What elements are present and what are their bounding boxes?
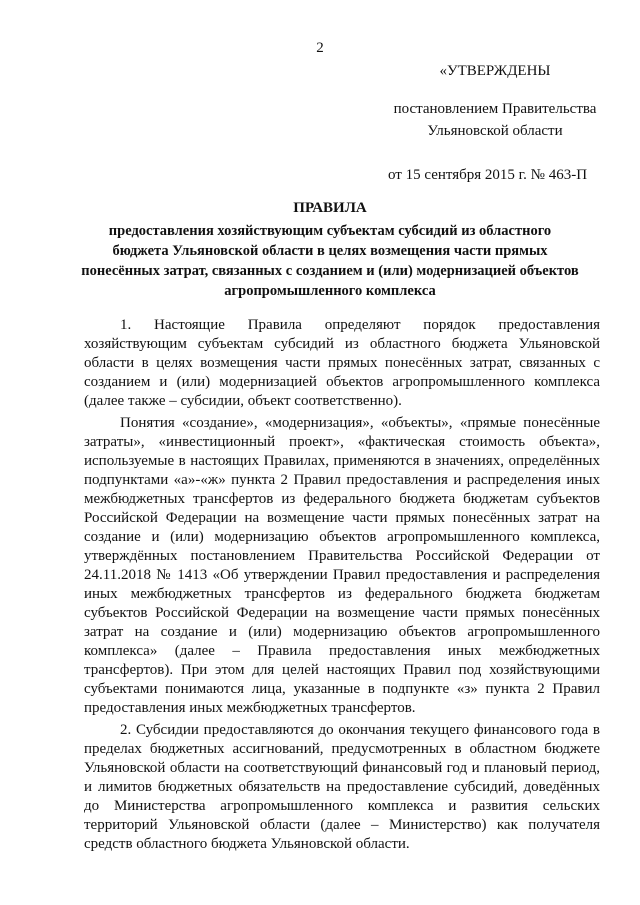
approval-date-number: от 15 сентября 2015 г. № 463-П	[388, 167, 588, 183]
page-number: 2	[316, 40, 324, 56]
paragraph: 2. Субсидии предоставляются до окончания текущего финансового года в пределах бюджетных ассигнований, предусмотренных в областном бюджете Ульяновской области на соответствующий финансовый год и плановый период, и лимитов бюджетных обязательств на предоставление субсидий, доведённых до Министерства агропромышленного комплекса и развития сельских территорий Ульяновской области (далее – Министерство) как получателя средств областного бюджета Ульяновской области.	[84, 722, 600, 852]
document-subtitle: предоставления хозяйствующим субъектам субсидий из областного бюджета Ульяновской области в целях возмещения части прямых понесённых затрат, связанных с созданием и (или) модернизацией объектов агропромышленного комплекса	[81, 223, 579, 299]
approval-issuer-line1: постановлением Правительства	[393, 101, 597, 117]
document-body	[84, 316, 600, 857]
paragraph: Понятия «создание», «модернизация», «объекты», «прямые понесённые затраты», «инвестиционный проект», «фактическая стоимость объекта», используемые в настоящих Правилах, применяются в значениях, определённых подпунктами «а»-«ж» пункта 2 Правил предоставления и распределения иных межбюджетных трансфертов из федерального бюджета бюджетам субъектов Российской Федерации на возмещение части прямых понесённых затрат на создание и (или) модернизацию объектов агропромышленного комплекса, утверждённых постановлением Правительства Российской Федерации от 24.11.2018 № 1413 «Об утверждении Правил предоставления и распределения иных межбюджетных трансфертов из федерального бюджета бюджетам субъектов Российской Федерации на возмещение части прямых понесённых затрат на создание и (или) модернизацию объектов агропромышленного комплекса» (далее – Правила предоставления иных межбюджетных трансфертов). При этом для целей настоящих Правил под хозяйствующими субъектами понимаются лица, указанные в подпункте «з» пункта 2 Правил предоставления иных межбюджетных трансфертов.	[84, 415, 600, 716]
approval-heading: «УТВЕРЖДЕНЫ	[439, 63, 551, 79]
approval-issuer-line2: Ульяновской области	[427, 123, 563, 139]
paragraph: 1. Настоящие Правила определяют порядок предоставления хозяйствующим субъектам субсидий из областного бюджета Ульяновской области в целях возмещения части прямых понесённых затрат, связанных с созданием и (или) модернизацией объектов агропромышленного комплекса (далее также – субсидии, объект соответственно).	[84, 317, 600, 409]
document-title: ПРАВИЛА	[293, 200, 367, 216]
approval-block	[380, 60, 610, 186]
